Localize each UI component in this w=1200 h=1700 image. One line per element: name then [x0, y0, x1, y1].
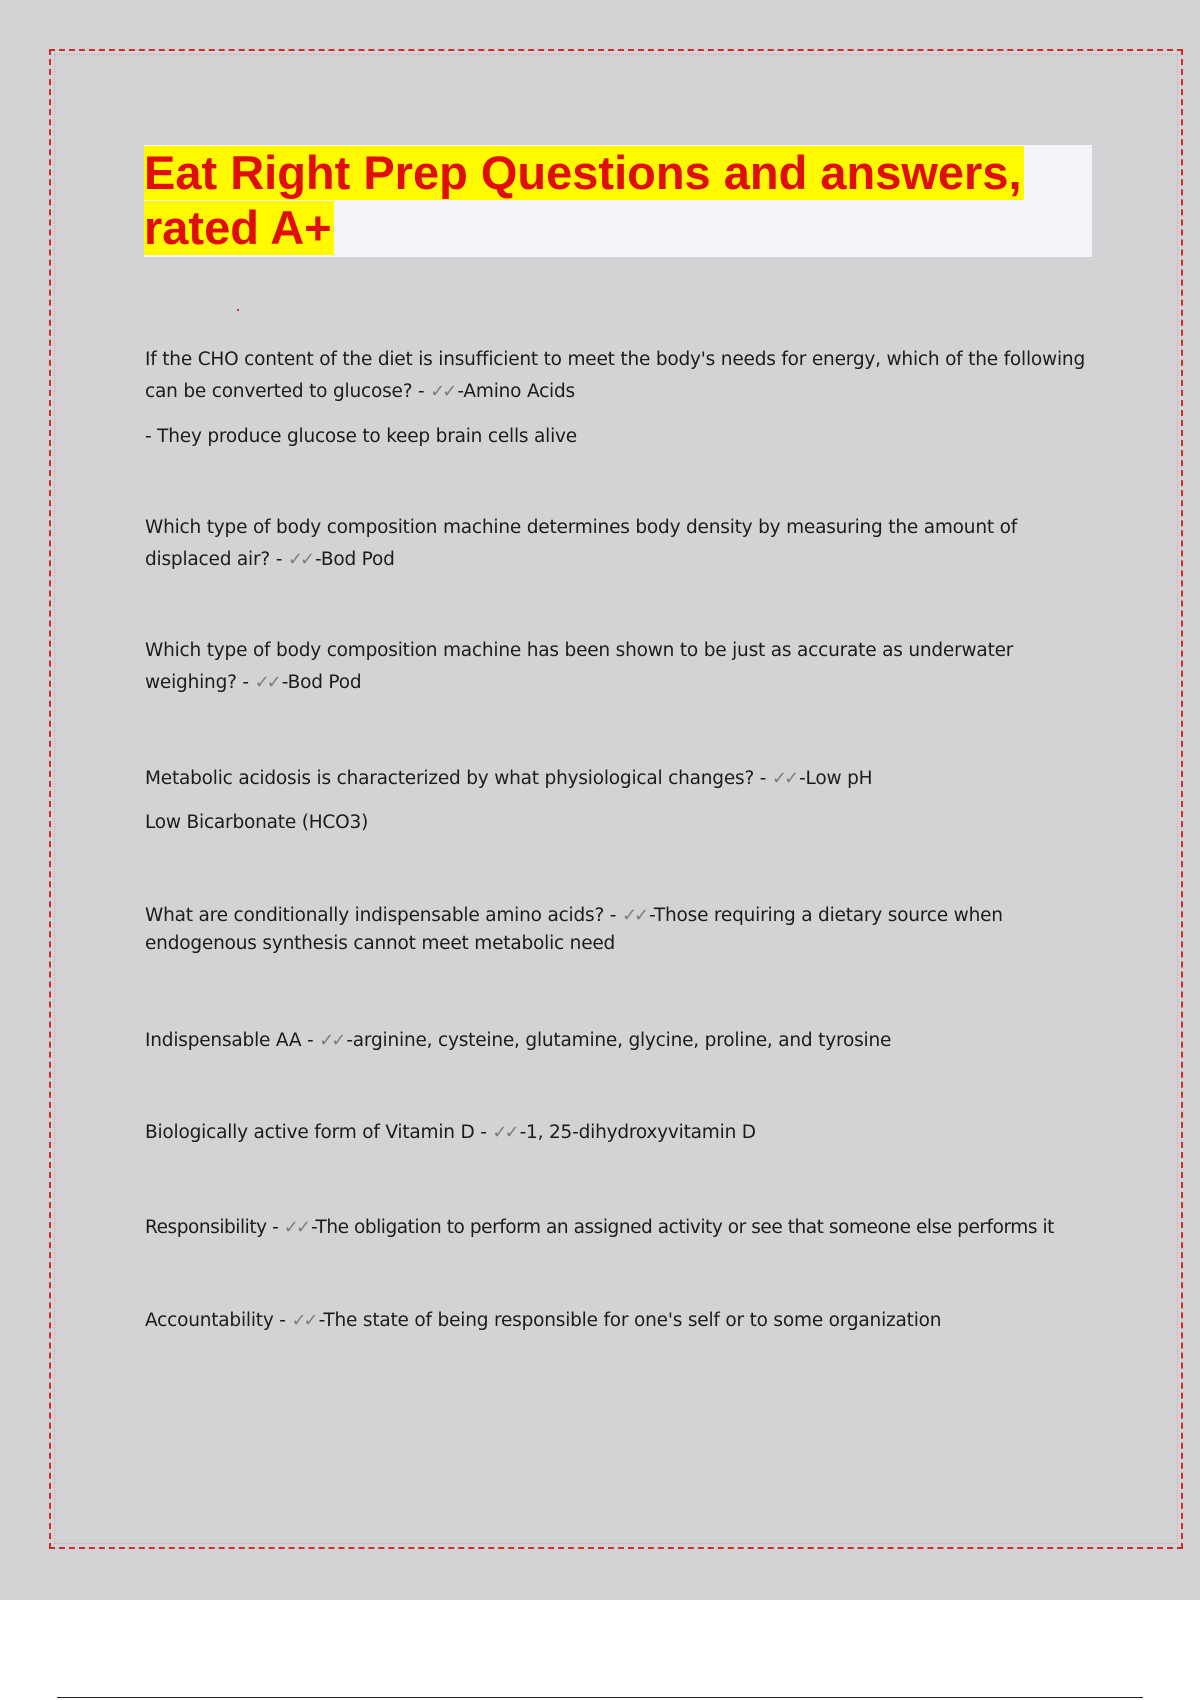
- question-text: Which type of body composition machine determines body density by measuring the amount of displaced air? -: [145, 517, 1018, 570]
- double-check-icon: ✓✓: [492, 1122, 517, 1143]
- qa-item-1-note: [145, 421, 1095, 453]
- stray-dot: [237, 309, 239, 311]
- answer-text: -Amino Acids: [457, 381, 575, 402]
- title-line-1: Eat Right Prep Questions and answers,: [144, 146, 1022, 199]
- question-text: Accountability -: [145, 1310, 292, 1331]
- qa-item-4: [145, 763, 1095, 795]
- answer-text: -arginine, cysteine, glutamine, glycine, proline, and tyrosine: [346, 1030, 892, 1051]
- qa-item-9: [145, 1305, 1095, 1337]
- question-text: What are conditionally indispensable amino acids? -: [145, 905, 622, 926]
- qa-item-8: [145, 1212, 1095, 1244]
- qa-item-2: [145, 512, 1095, 576]
- double-check-icon: ✓✓: [430, 381, 455, 402]
- qa-item-1: [145, 344, 1095, 408]
- title-line-2: rated A+: [144, 201, 332, 254]
- qa-item-5: [145, 902, 1095, 958]
- document-title: [144, 145, 1064, 255]
- double-check-icon: ✓✓: [283, 1217, 308, 1238]
- question-text: Responsibility -: [145, 1217, 284, 1238]
- double-check-icon: ✓✓: [254, 672, 279, 693]
- answer-note: Low Bicarbonate (HCO3): [145, 812, 369, 833]
- double-check-icon: ✓✓: [287, 549, 313, 570]
- double-check-icon: ✓✓: [291, 1310, 316, 1331]
- question-text: Metabolic acidosis is characterized by what physiological changes? -: [145, 768, 772, 789]
- qa-item-6: [145, 1025, 1095, 1057]
- double-check-icon: ✓✓: [319, 1030, 344, 1051]
- answer-text: -1, 25-dihydroxyvitamin D: [519, 1122, 756, 1143]
- question-text: Indispensable AA -: [145, 1030, 320, 1051]
- question-text: Biologically active form of Vitamin D -: [145, 1122, 493, 1143]
- answer-text: -Bod Pod: [315, 549, 395, 570]
- double-check-icon: ✓✓: [621, 905, 647, 926]
- qa-item-3: [145, 635, 1095, 699]
- double-check-icon: ✓✓: [771, 768, 797, 789]
- answer-text: -Low pH: [799, 768, 873, 789]
- answer-text: -Bod Pod: [281, 672, 362, 693]
- answer-text: -Those requiring a dietary source when endogenous synthesis cannot meet metabolic need: [145, 905, 1003, 954]
- qa-item-7: [145, 1117, 1095, 1149]
- answer-text: -The obligation to perform an assigned activity or see that someone else performs it: [310, 1217, 1054, 1238]
- question-text: Which type of body composition machine has been shown to be just as accurate as underwater weighing? -: [145, 640, 1014, 693]
- qa-item-4-note: [145, 807, 1095, 839]
- answer-text: -The state of being responsible for one's self or to some organization: [318, 1310, 942, 1331]
- question-text: If the CHO content of the diet is insufficient to meet the body's needs for energy, which of the following can be converted to glucose? -: [145, 349, 1085, 402]
- answer-note: - They produce glucose to keep brain cells alive: [145, 426, 577, 447]
- bottom-rule: [57, 1697, 1143, 1698]
